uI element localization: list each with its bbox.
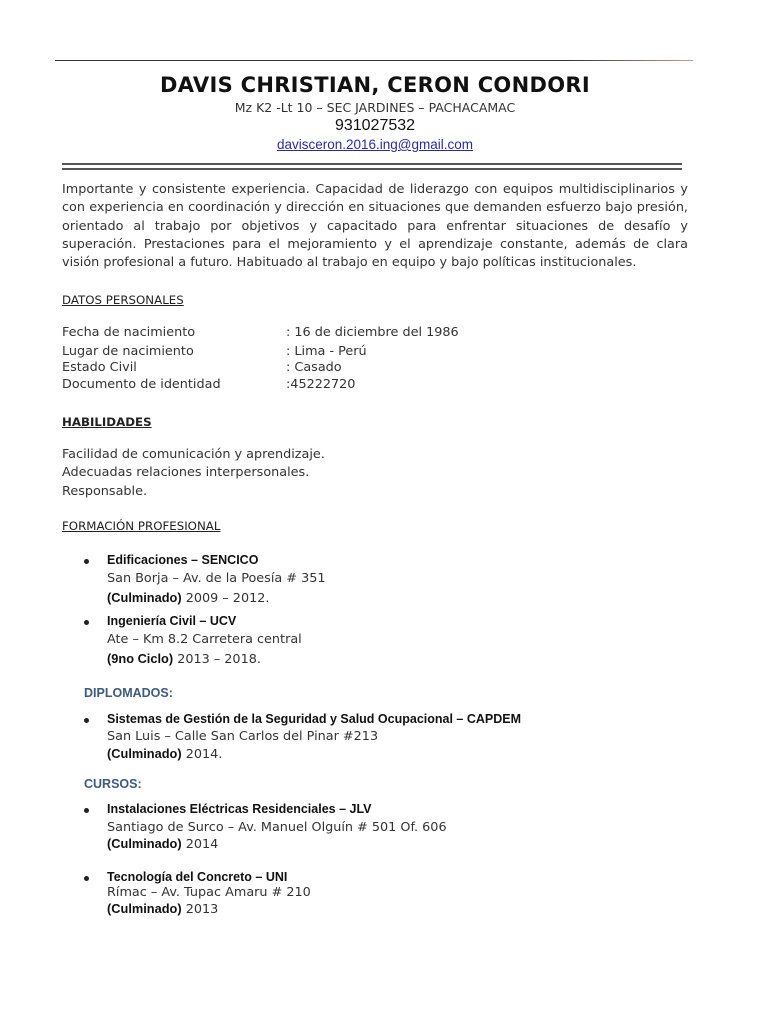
bullet-icon (84, 620, 89, 625)
education-status: (9no Ciclo) (107, 651, 174, 666)
section-title-habilidades: HABILIDADES (62, 415, 152, 429)
bullet-icon (84, 808, 89, 813)
bullet-icon (84, 559, 89, 564)
personal-data-value: : Lima - Perú (286, 344, 367, 359)
section-title-datos-personales: DATOS PERSONALES (62, 293, 184, 307)
section-title-cursos: CURSOS: (84, 777, 142, 791)
section-title-formacion: FORMACIÓN PROFESIONAL (62, 519, 221, 533)
course-status: (Culminado) (107, 901, 182, 916)
cv-header (62, 70, 688, 154)
education-period (107, 651, 261, 667)
candidate-phone: 931027532 (334, 117, 416, 134)
course-period (107, 836, 218, 852)
top-rule (55, 60, 693, 61)
section-title-diplomados: DIPLOMADOS: (84, 686, 173, 700)
education-location: Ate – Km 8.2 Carretera central (107, 632, 302, 647)
diploma-title: Sistemas de Gestión de la Seguridad y Salud Ocupacional – CAPDEM (107, 712, 522, 726)
candidate-name: DAVIS CHRISTIAN, CERON CONDORI (160, 73, 590, 97)
course-years: 2013 (181, 902, 219, 917)
education-location: San Borja – Av. de la Poesía # 351 (107, 571, 326, 586)
diploma-period (107, 746, 222, 762)
profile-summary: Importante y consistente experiencia. Capacidad de liderazgo con equipos multidisciplinarios y con experiencia en coordinación y dirección en situaciones que demanden esfuerzo bajo presión, orientado al trabajo por objetivos y capacitado para enfrentar situaciones de desafío y superación. Prestaciones para el mejoramiento y el aprendizaje constante, además de clara visión profesional a futuro. Habituado al trabajo en equipo y bajo políticas institucionales. (62, 182, 688, 271)
personal-data-label: Documento de identidad (62, 377, 221, 392)
course-years: 2014 (181, 837, 219, 852)
personal-data-label: Fecha de nacimiento (62, 325, 196, 340)
candidate-email-link[interactable]: davisceron.2016.ing@gmail.com (276, 137, 474, 152)
bullet-icon (84, 718, 89, 723)
diploma-status: (Culminado) (107, 746, 182, 761)
skill-item: Responsable. (62, 484, 148, 499)
header-divider (62, 163, 682, 170)
course-period (107, 901, 218, 917)
skill-item: Adecuadas relaciones interpersonales. (62, 465, 310, 480)
candidate-address: Mz K2 -Lt 10 – SEC JARDINES – PACHACAMAC (234, 100, 516, 115)
skill-item: Facilidad de comunicación y aprendizaje. (62, 447, 325, 462)
education-period (107, 590, 269, 606)
education-status: (Culminado) (107, 590, 182, 605)
education-title: Edificaciones – SENCICO (107, 553, 259, 567)
personal-data-value: : Casado (286, 360, 342, 375)
personal-data-value: :45222720 (286, 377, 356, 392)
personal-data-label: Estado Civil (62, 360, 137, 375)
personal-data-value: : 16 de diciembre del 1986 (286, 325, 459, 340)
education-title: Ingeniería Civil – UCV (107, 614, 237, 628)
course-location: Santiago de Surco – Av. Manuel Olguín # 501 Of. 606 (107, 820, 447, 835)
education-years: 2009 – 2012. (181, 591, 270, 606)
diploma-location: San Luis – Calle San Carlos del Pinar #213 (107, 729, 379, 744)
personal-data-label: Lugar de nacimiento (62, 344, 194, 359)
course-status: (Culminado) (107, 836, 182, 851)
diploma-years: 2014. (181, 747, 223, 762)
course-title: Tecnología del Concreto – UNI (107, 870, 288, 884)
course-location: Rímac – Av. Tupac Amaru # 210 (107, 885, 311, 900)
bullet-icon (84, 876, 89, 881)
course-title: Instalaciones Eléctricas Residenciales – JLV (107, 802, 372, 816)
education-years: 2013 – 2018. (173, 652, 261, 667)
